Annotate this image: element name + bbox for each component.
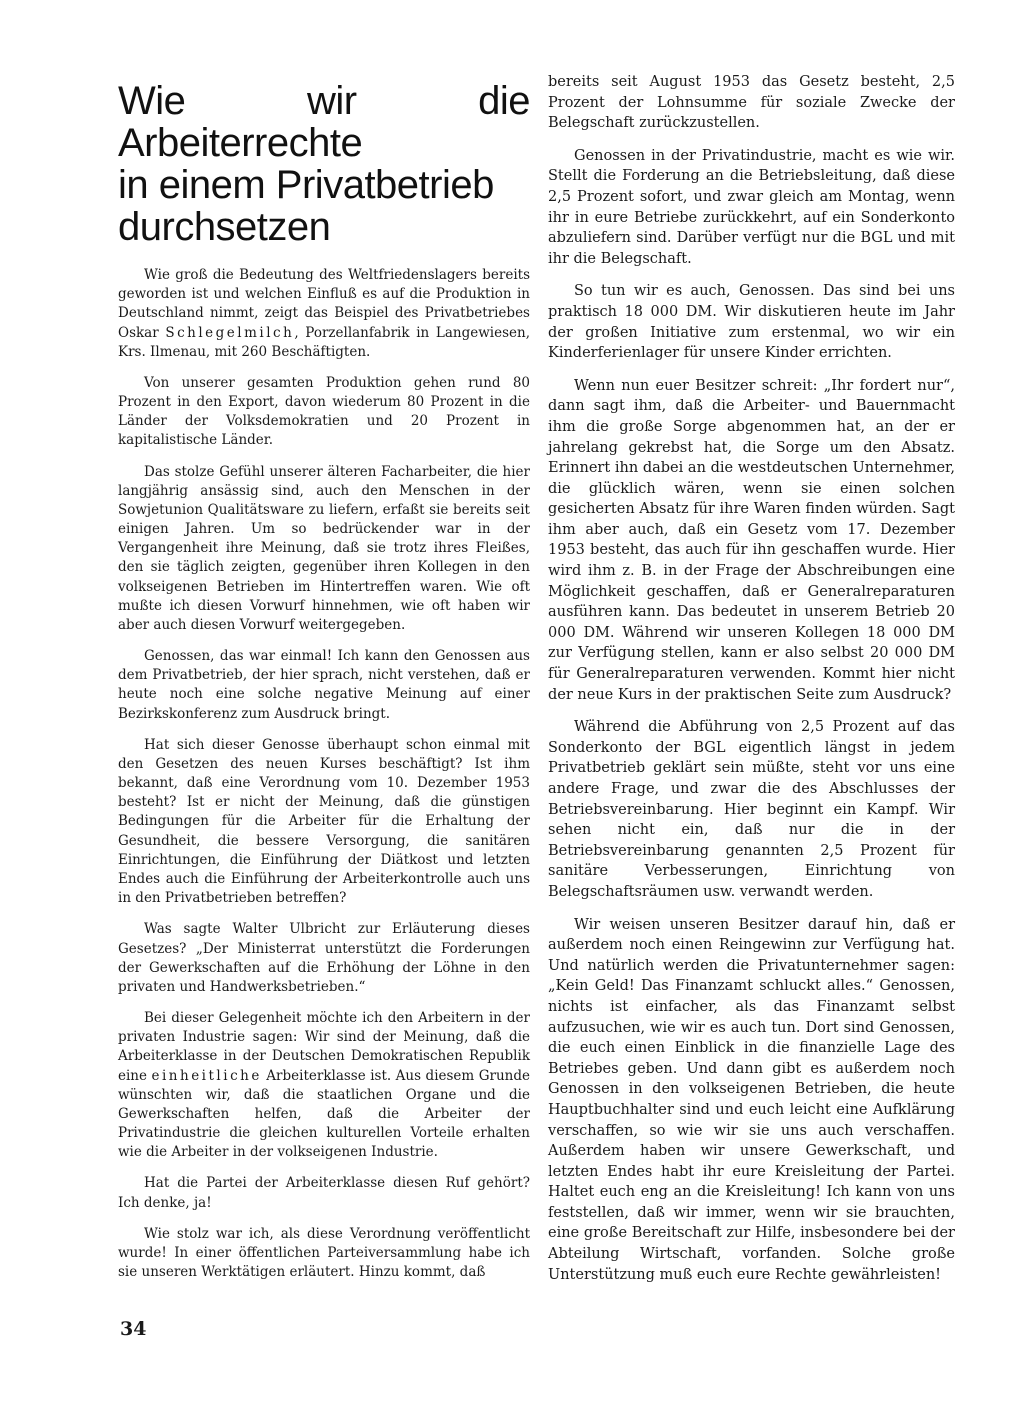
title-line-1: Wie wir die Arbeiterrechte [118, 79, 530, 165]
title-line-3: durchsetzen [118, 205, 331, 249]
paragraph: Wenn nun euer Besitzer schreit: „Ihr fordert nur“, dann sagt ihm, daß die Arbeiter- und Bauernmacht ihm die große Sorge abgenommen hat, an der er jahrelang gekrebst hat, die Sorge um den Absatz. Erinnert ihn dabei an die westdeutschen Unternehmer, die glücklich wären, wenn sie einen solchen gesicherten Absatz für ihre Waren finden würden. Sagt ihm aber auch, daß ein Gesetz vom 17. Dezember 1953 besteht, das auch für ihn geschaffen wurde. Hier wird ihm z. B. in der Frage der Abschreibungen eine Möglichkeit geschaffen, daß er Generalreparaturen ausführen kann. Das bedeutet in unserem Betrieb 20 000 DM. Während wir unseren Kollegen 18 000 DM zur Verfügung stellen, kann er also selbst 20 000 DM für Generalreparaturen verwenden. Kommt hier nicht der neue Kurs in der praktischen Seite zum Ausdruck? [548, 377, 955, 703]
paragraph: So tun wir es auch, Genossen. Das sind bei uns praktisch 18 000 DM. Wir diskutieren heute im Jahr der großen Initiative zum erstenmal, wo wir ein Kinderferienlager für unsere Kinder errichten. [548, 283, 955, 362]
paragraph: Genossen in der Privatindustrie, macht es wie wir. Stellt die Forderung an die Betriebsleitung, daß diese 2,5 Prozent sofort, und zwar gleich am Montag, wenn ihr in eure Betriebe zurückkehrt, auf ein Sonderkonto abzuliefern sind. Darüber verfügt nur die BGL und mit ihr die Belegschaft. [548, 147, 955, 267]
paragraph: Von unserer gesamten Produktion gehen rund 80 Prozent in den Export, davon wiederum 80 Prozent in die Länder der Volksdemokratien und 20 Prozent in kapitalistische Länder. [118, 374, 530, 449]
paragraph: Bei dieser Gelegenheit möchte ich den Arbeitern in der privaten Industrie sagen: Wir sind der Meinung, daß die Arbeiterklasse in der Deutschen Demokratischen Republik eine einheitliche Arbeiterklasse ist. Aus diesem Grunde wünschten wir, daß die staatlichen Organe und die Gewerkschaften helfen, daß die Arbeiter der Privatindustrie die gleichen kulturellen Vorteile erhalten wie die Arbeiter in der volkseigenen Industrie. [118, 1010, 530, 1161]
page-number: 34 [120, 1318, 147, 1340]
left-column [118, 72, 530, 1294]
article-title [118, 80, 530, 248]
paragraph: Hat die Partei der Arbeiterklasse diesen Ruf gehört? Ich denke, ja! [118, 1175, 530, 1211]
paragraph: Wie stolz war ich, als diese Verordnung veröffentlicht wurde! In einer öffentlichen Parteiversammlung habe ich sie unseren Werktätigen erläutert. Hinzu kommt, daß [118, 1225, 530, 1281]
emphasized-name: Schlegelmilch [165, 324, 295, 341]
paragraph-continued: bereits seit August 1953 das Gesetz besteht, 2,5 Prozent der Lohnsumme für soziale Zwecke der Belegschaft zurückzustellen. [548, 74, 955, 132]
emphasized-word: einheitliche [151, 1067, 262, 1084]
paragraph: Während die Abführung von 2,5 Prozent auf das Sonderkonto der BGL eigentlich längst in jedem Privatbetrieb geklärt sein müßte, steht vor uns eine andere Frage, und zwar die des Abschlusses der Betriebsvereinbarung. Hier beginnt ein Kampf. Wir sehen nicht ein, daß nur die in der Betriebsvereinbarung genannten 2,5 Prozent für sanitäre Verbesserungen, Einrichtung von Belegschaftsräumen usw. verwandt werden. [548, 719, 955, 900]
paragraph: Was sagte Walter Ulbricht zur Erläuterung dieses Gesetzes? „Der Ministerrat unterstützt die Forderungen der Gewerkschaften auf die Erhöhung der Löhne in den privaten und Handwerksbetrieben.“ [118, 921, 530, 995]
paragraph: Wir weisen unseren Besitzer darauf hin, daß er außerdem noch einen Reingewinn zur Verfügung hat. Und natürlich werden die Privatunternehmer sagen: „Kein Geld! Das Finanzamt schluckt alles.“ Genossen, nichts ist einfacher, als das Finanzamt selbst aufzusuchen, wie wir es auch tun. Dort sind Genossen, die euch einen Einblick in die finanzielle Lage des Betriebes geben. Und dann gibt es außerdem noch Genossen in den volkseigenen Betrieben, die heute Hauptbuchhalter sind und euch leicht eine Aufklärung verschaffen, so wie wir sie uns auch verschaffen. Außerdem haben wir unsere Gewerkschaft, und letzten Endes habt ihr eure Kreisleitung der Partei. Haltet euch eng an die Kreisleitung! Ich kann von uns feststellen, daß wir immer, wenn wir sie brauchten, eine große Bereitschaft zur Hilfe, insbesondere bei der Abteilung Wirtschaft, vorfanden. Solche große Unterstützung muß euch eure Rechte gewährleisten! [548, 916, 955, 1283]
paragraph: Wie groß die Bedeutung des Weltfriedenslagers bereits geworden ist und welchen Einfluß es auf die Produktion in Deutschland nimmt, zeigt das Beispiel des Privatbetriebes Oskar Schlegelmilch, Porzellanfabrik in Langewiesen, Krs. Ilmenau, mit 260 Beschäftigten. [118, 267, 530, 360]
paragraph: Das stolze Gefühl unserer älteren Facharbeiter, die hier langjährig ansässig sind, auch den Menschen in der Sowjetunion Qualitätsware zu liefern, erfaßt sie bereits seit einigen Jahren. Um so bedrückender war in der Vergangenheit ihre Meinung, daß sie trotz ihres Fleißes, den sie täglich zeigten, gegenüber ihren Kollegen in den volkseigenen Betrieben im Hintertreffen waren. Wie oft mußte ich diesen Vorwurf hinnehmen, wie oft haben wir aber auch diesen Vorwurf weitergegeben. [118, 463, 530, 633]
paragraph: Hat sich dieser Genosse überhaupt schon einmal mit den Gesetzen des neuen Kurses beschäftigt? Ist ihm bekannt, daß eine Verordnung vom 10. Dezember 1953 besteht? Ist er nicht der Meinung, daß die günstigen Bedingungen für die Arbeiter für die Erhaltung der Gesundheit, die bessere Versorgung, die sanitären Einrichtungen, die Einführung der Diätkost und letzten Endes auch die Einführung der Arbeiterkontrolle auch uns in den Privatbetrieben betreffen? [118, 736, 530, 907]
title-line-2: in einem Privatbetrieb [118, 163, 494, 207]
paragraph: Genossen, das war einmal! Ich kann den Genossen aus dem Privatbetrieb, der hier sprach, nicht verstehen, daß er heute noch eine solche negative Meinung auf einer Bezirkskonferenz zum Ausdruck bringt. [118, 648, 530, 722]
right-column [548, 72, 955, 1297]
